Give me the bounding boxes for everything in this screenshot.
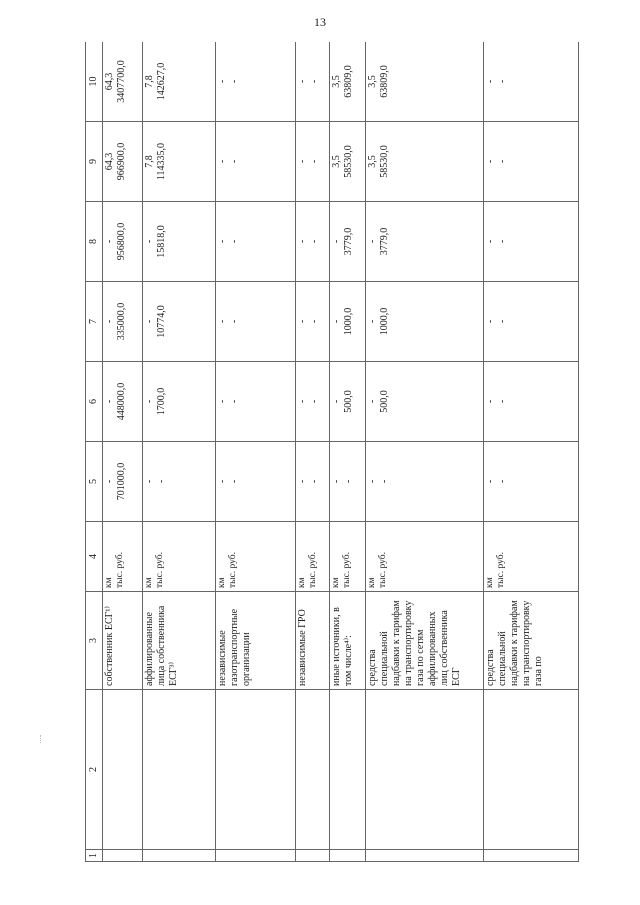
cost-value: 15818,0: [156, 225, 167, 258]
table-row: [366, 42, 484, 862]
length-km-value: -: [367, 479, 378, 484]
length-km-value: -: [485, 319, 496, 324]
cost-value: 701000,0: [116, 462, 127, 501]
group-cell: [330, 690, 366, 850]
rotated-table-container: [85, 42, 590, 862]
unit-cell: [103, 522, 143, 592]
table-viewport: [85, 42, 590, 862]
unit-label: тыс. руб.: [155, 552, 166, 588]
length-km-value: 64,3: [104, 152, 115, 171]
unit-label: тыс. руб.: [378, 552, 389, 588]
cost-value: 956800,0: [116, 222, 127, 261]
length-km-value: -: [104, 319, 115, 324]
value-cell: [484, 202, 579, 282]
header-row: [86, 42, 103, 862]
value-cell: [330, 42, 366, 122]
length-km-value: -: [485, 479, 496, 484]
value-cell: [366, 122, 484, 202]
value-cell: [366, 362, 484, 442]
value-cell: [366, 282, 484, 362]
group-cell: [484, 690, 579, 850]
value-cell: [143, 362, 216, 442]
value-cell: [296, 122, 330, 202]
length-km-value: -: [331, 319, 342, 324]
value-cell: [484, 42, 579, 122]
length-km-value: -: [331, 239, 342, 244]
length-km-value: -: [297, 479, 308, 484]
cost-value: -: [309, 399, 320, 404]
value-cell: [296, 442, 330, 522]
value-cell: [484, 122, 579, 202]
value-cell: [296, 282, 330, 362]
unit-cell: [143, 522, 216, 592]
value-cell: [103, 282, 143, 362]
value-cell: [143, 202, 216, 282]
cost-value: -: [497, 79, 508, 84]
value-cell: [366, 42, 484, 122]
value-cell: [216, 202, 296, 282]
cost-value: 3779,0: [343, 227, 354, 256]
value-cell: [330, 202, 366, 282]
header-cell: 7: [86, 282, 103, 362]
cost-value: -: [309, 479, 320, 484]
length-km-value: -: [217, 479, 228, 484]
group-cell: [103, 690, 143, 850]
cost-value: 1000,0: [379, 307, 390, 336]
category-cell: аффилированные лица собственника ЕСГ³⁾: [143, 592, 216, 690]
value-cell: [143, 42, 216, 122]
length-km-value: -: [217, 319, 228, 324]
length-km-value: -: [217, 239, 228, 244]
cost-value: -: [309, 319, 320, 324]
length-km-value: -: [367, 239, 378, 244]
value-cell: [216, 442, 296, 522]
length-km-value: -: [144, 479, 155, 484]
length-km-value: -: [367, 399, 378, 404]
cost-value: -: [497, 399, 508, 404]
unit-label: тыс. руб.: [308, 552, 319, 588]
length-km-value: -: [297, 79, 308, 84]
value-cell: [366, 202, 484, 282]
value-cell: [103, 42, 143, 122]
cost-value: 142627,0: [156, 62, 167, 101]
cost-value: 966900,0: [116, 142, 127, 181]
category-cell: средства специальной надбавки к тарифам на транспортировку газа по: [484, 592, 579, 690]
cost-value: 335000,0: [116, 302, 127, 341]
header-cell: 2: [86, 690, 103, 850]
unit-cell: [484, 522, 579, 592]
table-row: [484, 42, 579, 862]
value-cell: [143, 122, 216, 202]
length-km-value: -: [485, 399, 496, 404]
unit-label: тыс. руб.: [228, 552, 239, 588]
length-km-value: -: [331, 399, 342, 404]
length-km-value: 3,5: [367, 75, 378, 88]
cost-value: 448000,0: [116, 382, 127, 421]
length-km-value: -: [297, 239, 308, 244]
table-row: [143, 42, 216, 862]
value-cell: [103, 362, 143, 442]
category-cell: средства специальной надбавки к тарифам на транспортировку газа по сетям аффилированных лиц собственника ЕСГ: [366, 592, 484, 690]
cost-value: 1000,0: [343, 307, 354, 336]
cost-value: 3779,0: [379, 227, 390, 256]
category-cell: иные источники, в том числе⁴⁾:: [330, 592, 366, 690]
value-cell: [484, 362, 579, 442]
length-km-value: -: [217, 79, 228, 84]
value-cell: [143, 282, 216, 362]
length-km-value: -: [104, 399, 115, 404]
value-cell: [143, 442, 216, 522]
cost-value: -: [309, 79, 320, 84]
header-cell: 6: [86, 362, 103, 442]
cost-value: -: [343, 479, 354, 484]
value-cell: [103, 442, 143, 522]
cost-value: -: [229, 79, 240, 84]
value-cell: [330, 362, 366, 442]
length-km-value: 64,3: [104, 72, 115, 91]
length-km-value: -: [297, 319, 308, 324]
group-cell: [143, 690, 216, 850]
length-km-value: -: [367, 319, 378, 324]
margin-mark: [40, 735, 42, 743]
investment-table: [85, 42, 579, 862]
length-km-value: -: [485, 79, 496, 84]
length-km-value: 3,5: [331, 75, 342, 88]
length-km-value: -: [144, 319, 155, 324]
value-cell: [103, 122, 143, 202]
cost-value: -: [497, 239, 508, 244]
cost-value: -: [379, 479, 390, 484]
cost-value: 63809,0: [379, 65, 390, 98]
value-cell: [103, 202, 143, 282]
cost-value: -: [497, 159, 508, 164]
category-cell: независимые ГРО: [296, 592, 330, 690]
row-number-cell: [103, 850, 143, 862]
header-cell: 5: [86, 442, 103, 522]
unit-label: км: [367, 577, 377, 588]
group-cell: [216, 690, 296, 850]
value-cell: [484, 282, 579, 362]
length-km-value: -: [144, 399, 155, 404]
unit-label: км: [104, 577, 114, 588]
cost-value: 10774,0: [156, 305, 167, 338]
unit-label: тыс. руб.: [115, 552, 126, 588]
length-km-value: -: [485, 159, 496, 164]
length-km-value: 7,8: [144, 155, 155, 168]
cost-value: -: [229, 479, 240, 484]
length-km-value: -: [144, 239, 155, 244]
cost-value: -: [497, 319, 508, 324]
cost-value: 500,0: [343, 390, 354, 413]
row-number-cell: [330, 850, 366, 862]
header-cell: 4: [86, 522, 103, 592]
length-km-value: -: [297, 399, 308, 404]
row-number-cell: [366, 850, 484, 862]
table-row: [330, 42, 366, 862]
cost-value: 58530,0: [343, 145, 354, 178]
value-cell: [296, 362, 330, 442]
unit-cell: [366, 522, 484, 592]
unit-label: км: [485, 577, 495, 588]
unit-label: км: [144, 577, 154, 588]
header-cell: 9: [86, 122, 103, 202]
row-number-cell: [484, 850, 579, 862]
length-km-value: -: [331, 479, 342, 484]
length-km-value: -: [485, 239, 496, 244]
length-km-value: -: [217, 159, 228, 164]
cost-value: -: [497, 479, 508, 484]
group-cell: [366, 690, 484, 850]
unit-label: тыс. руб.: [496, 552, 507, 588]
cost-value: -: [229, 159, 240, 164]
value-cell: [330, 122, 366, 202]
table-row: [216, 42, 296, 862]
cost-value: -: [229, 319, 240, 324]
table-row: [296, 42, 330, 862]
page-number: 13: [314, 15, 326, 29]
length-km-value: -: [297, 159, 308, 164]
value-cell: [216, 42, 296, 122]
header-cell: 10: [86, 42, 103, 122]
cost-value: 1700,0: [156, 387, 167, 416]
cost-value: -: [309, 239, 320, 244]
value-cell: [216, 282, 296, 362]
group-cell: [296, 690, 330, 850]
cost-value: 500,0: [379, 390, 390, 413]
value-cell: [216, 122, 296, 202]
row-number-cell: [216, 850, 296, 862]
length-km-value: -: [104, 479, 115, 484]
length-km-value: -: [104, 239, 115, 244]
category-cell: независимые газотранспортные организации: [216, 592, 296, 690]
row-number-cell: [296, 850, 330, 862]
length-km-value: 3,5: [367, 155, 378, 168]
value-cell: [296, 42, 330, 122]
unit-label: км: [331, 577, 341, 588]
length-km-value: 3,5: [331, 155, 342, 168]
cost-value: 58530,0: [379, 145, 390, 178]
value-cell: [330, 282, 366, 362]
unit-cell: [330, 522, 366, 592]
category-cell: собственник ЕСГ¹⁾: [103, 592, 143, 690]
value-cell: [484, 442, 579, 522]
cost-value: -: [229, 239, 240, 244]
header-cell: 8: [86, 202, 103, 282]
value-cell: [216, 362, 296, 442]
value-cell: [330, 442, 366, 522]
value-cell: [366, 442, 484, 522]
cost-value: -: [156, 479, 167, 484]
unit-label: км: [297, 577, 307, 588]
cost-value: 114335,0: [156, 142, 167, 181]
length-km-value: 7,8: [144, 75, 155, 88]
cost-value: 3407700,0: [116, 60, 127, 103]
length-km-value: -: [217, 399, 228, 404]
cost-value: 63809,0: [343, 65, 354, 98]
unit-cell: [296, 522, 330, 592]
value-cell: [296, 202, 330, 282]
unit-label: км: [217, 577, 227, 588]
header-cell: 3: [86, 592, 103, 690]
header-cell: 1: [86, 850, 103, 862]
row-number-cell: [143, 850, 216, 862]
unit-cell: [216, 522, 296, 592]
cost-value: -: [229, 399, 240, 404]
cost-value: -: [309, 159, 320, 164]
unit-label: тыс. руб.: [342, 552, 353, 588]
table-row: [103, 42, 143, 862]
